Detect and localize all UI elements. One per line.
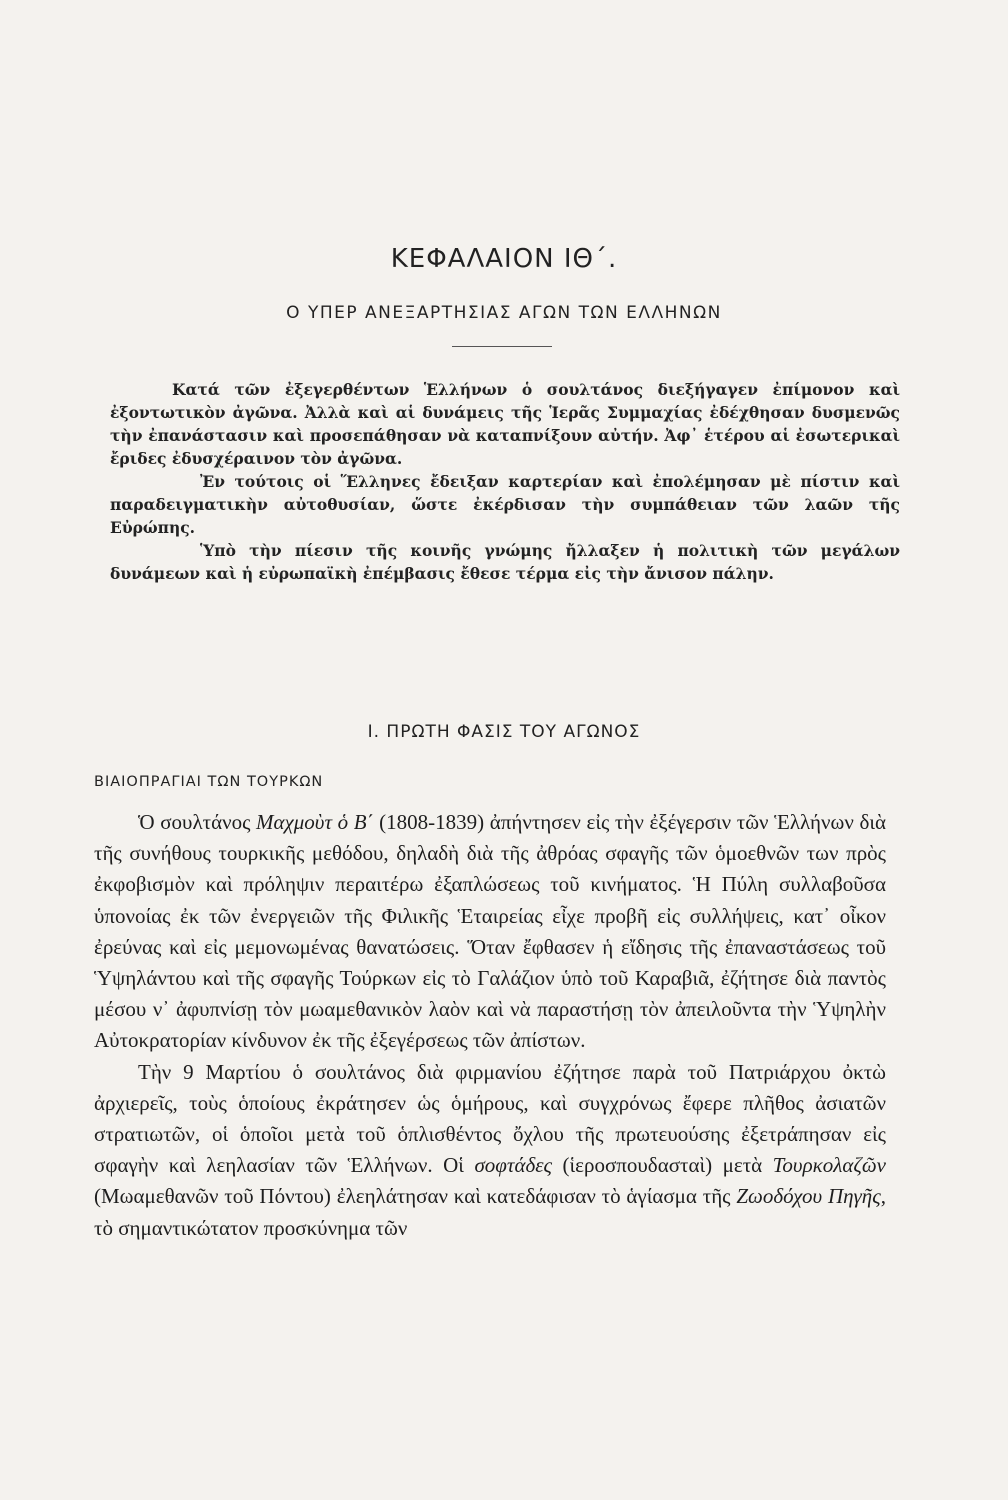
title-divider [452, 346, 552, 347]
body-text-run: (1808-1839) ἀπήντησεν εἰς τὴν ἐξέγερσιν τῶν Ἑλλήνων διὰ τῆς συνήθους τουρκικῆς μεθόδου, δηλαδὴ διὰ τῆς ἀθρόας σφαγῆς τῶν ὁμοεθνῶν των πρὸς ἐκφοβισμὸν καὶ πρόληψιν περαιτέρω ἐξαπλώσεως τοῦ κινήματος. Ἡ Πύλη συλλαβοῦσα ὑπονοίας ἐκ τῶν ἐνεργειῶν τῆς Φιλικῆς Ἑταιρείας εἶχε προβῆ εἰς συλλήψεις, κατ᾽ οἶκον ἐρεύνας καὶ εἰς μεμονωμένας θανατώσεις. Ὅταν ἔφθασεν ἡ εἴδησις τῆς ἐπαναστάσεως τοῦ Ὑψηλάντου καὶ τῆς σφαγῆς Τούρκων εἰς τὸ Γαλάζιον ὑπὸ τοῦ Καραβιᾶ, ἐζήτησε διὰ παντὸς μέσου ν᾽ ἀφυπνίσῃ τὸν μωαμεθανικὸν λαὸν καὶ νὰ παραστήσῃ τὸν ἀπειλοῦντα τὴν Ὑψηλὴν Αὐτοκρατορίαν κίνδυνον ἐκ τῆς ἐξεγέρσεως τῶν ἀπίστων. [94, 810, 886, 1053]
section-heading: Ι. ΠΡΩΤΗ ΦΑΣΙΣ ΤΟΥ ΑΓΩΝΟΣ [367, 722, 641, 742]
emphasis-zoodochou-pigis: Ζωοδόχου Πηγῆς [736, 1184, 881, 1209]
body-paragraph-1 [94, 807, 886, 1057]
body-text-run: , τὸ σημαντικώτατον προσκύνημα τῶν [94, 1184, 886, 1240]
chapter-summary [110, 378, 900, 585]
body-text-run: (ἱεροσπουδασταὶ) μετὰ [552, 1153, 773, 1178]
summary-paragraph-1: Κατά τῶν ἐξεγερθέντων Ἑλλήνων ὁ σουλτάνος διεξήγαγεν ἐπίμονον καὶ ἐξοντωτικὸν ἀγῶνα. Ἀλλὰ καὶ αἱ δυνάμεις τῆς Ἱερᾶς Συμμαχίας ἐδέχθησαν δυσμενῶς τὴν ἐπανάστασιν καὶ προσεπάθησαν νὰ καταπνίξουν αὐτήν. Ἀφ᾽ ἑτέρου αἱ ἐσωτερικαὶ ἔριδες ἐδυσχέραινον τὸν ἀγῶνα. [110, 380, 900, 468]
chapter-title: ΚΕΦΑΛΑΙΟΝ ΙΘ΄. [390, 244, 618, 274]
body-text-run: Τὴν 9 Μαρτίου ὁ σουλτάνος διὰ φιρμανίου ἐζήτησε παρὰ τοῦ Πατριάρχου ὀκτὼ ἀρχιερεῖς, τοὺς ὁποίους ἐκράτησεν ὡς ὁμήρους, καὶ συγχρόνως ἔφερε πλῆθος ἀσιατῶν στρατιωτῶν, οἱ ὁποῖοι μετὰ τοῦ ὁπλισθέντος ὄχλου τῆς πρωτευούσης ἐξετράπησαν εἰς σφαγὴν καὶ λεηλασίαν τῶν Ἑλλήνων. Οἱ [94, 1059, 886, 1178]
body-paragraph-2 [94, 1057, 886, 1244]
summary-paragraph-3: Ὑπὸ τὴν πίεσιν τῆς κοινῆς γνώμης ἤλλαξεν ἡ πολιτικὴ τῶν μεγάλων δυνάμεων καὶ ἡ εὐρωπαϊκὴ ἐπέμβασις ἔθεσε τέρμα εἰς τὴν ἄνισον πάλην. [110, 541, 900, 583]
body-text-run: (Μωαμεθανῶν τοῦ Πόντου) ἐλεηλάτησαν καὶ κατεδάφισαν τὸ ἁγίασμα τῆς [94, 1184, 737, 1209]
subsection-heading: ΒΙΑΙΟΠΡΑΓΙΑΙ ΤΩΝ ΤΟΥΡΚΩΝ [94, 774, 324, 790]
sultan-name: Μαχμοὺτ ὁ Β΄ [256, 810, 374, 834]
emphasis-tourkolazon: Τουρκολαζῶν [772, 1153, 886, 1178]
body-text-run: Ὁ σουλτάνος [138, 810, 257, 834]
chapter-subtitle: Ο ΥΠΕΡ ΑΝΕΞΑΡΤΗΣΙΑΣ ΑΓΩΝ ΤΩΝ ΕΛΛΗΝΩΝ [286, 303, 722, 323]
emphasis-softades: σοφτάδες [474, 1153, 553, 1178]
body-text [94, 807, 886, 1244]
summary-paragraph-2: Ἐν τούτοις οἱ Ἕλληνες ἔδειξαν καρτερίαν καὶ ἐπολέμησαν μὲ πίστιν καὶ παραδειγματικὴν αὐτοθυσίαν, ὥστε ἐκέρδισαν τὴν συμπάθειαν τῶν λαῶν τῆς Εὐρώπης. [110, 472, 900, 537]
